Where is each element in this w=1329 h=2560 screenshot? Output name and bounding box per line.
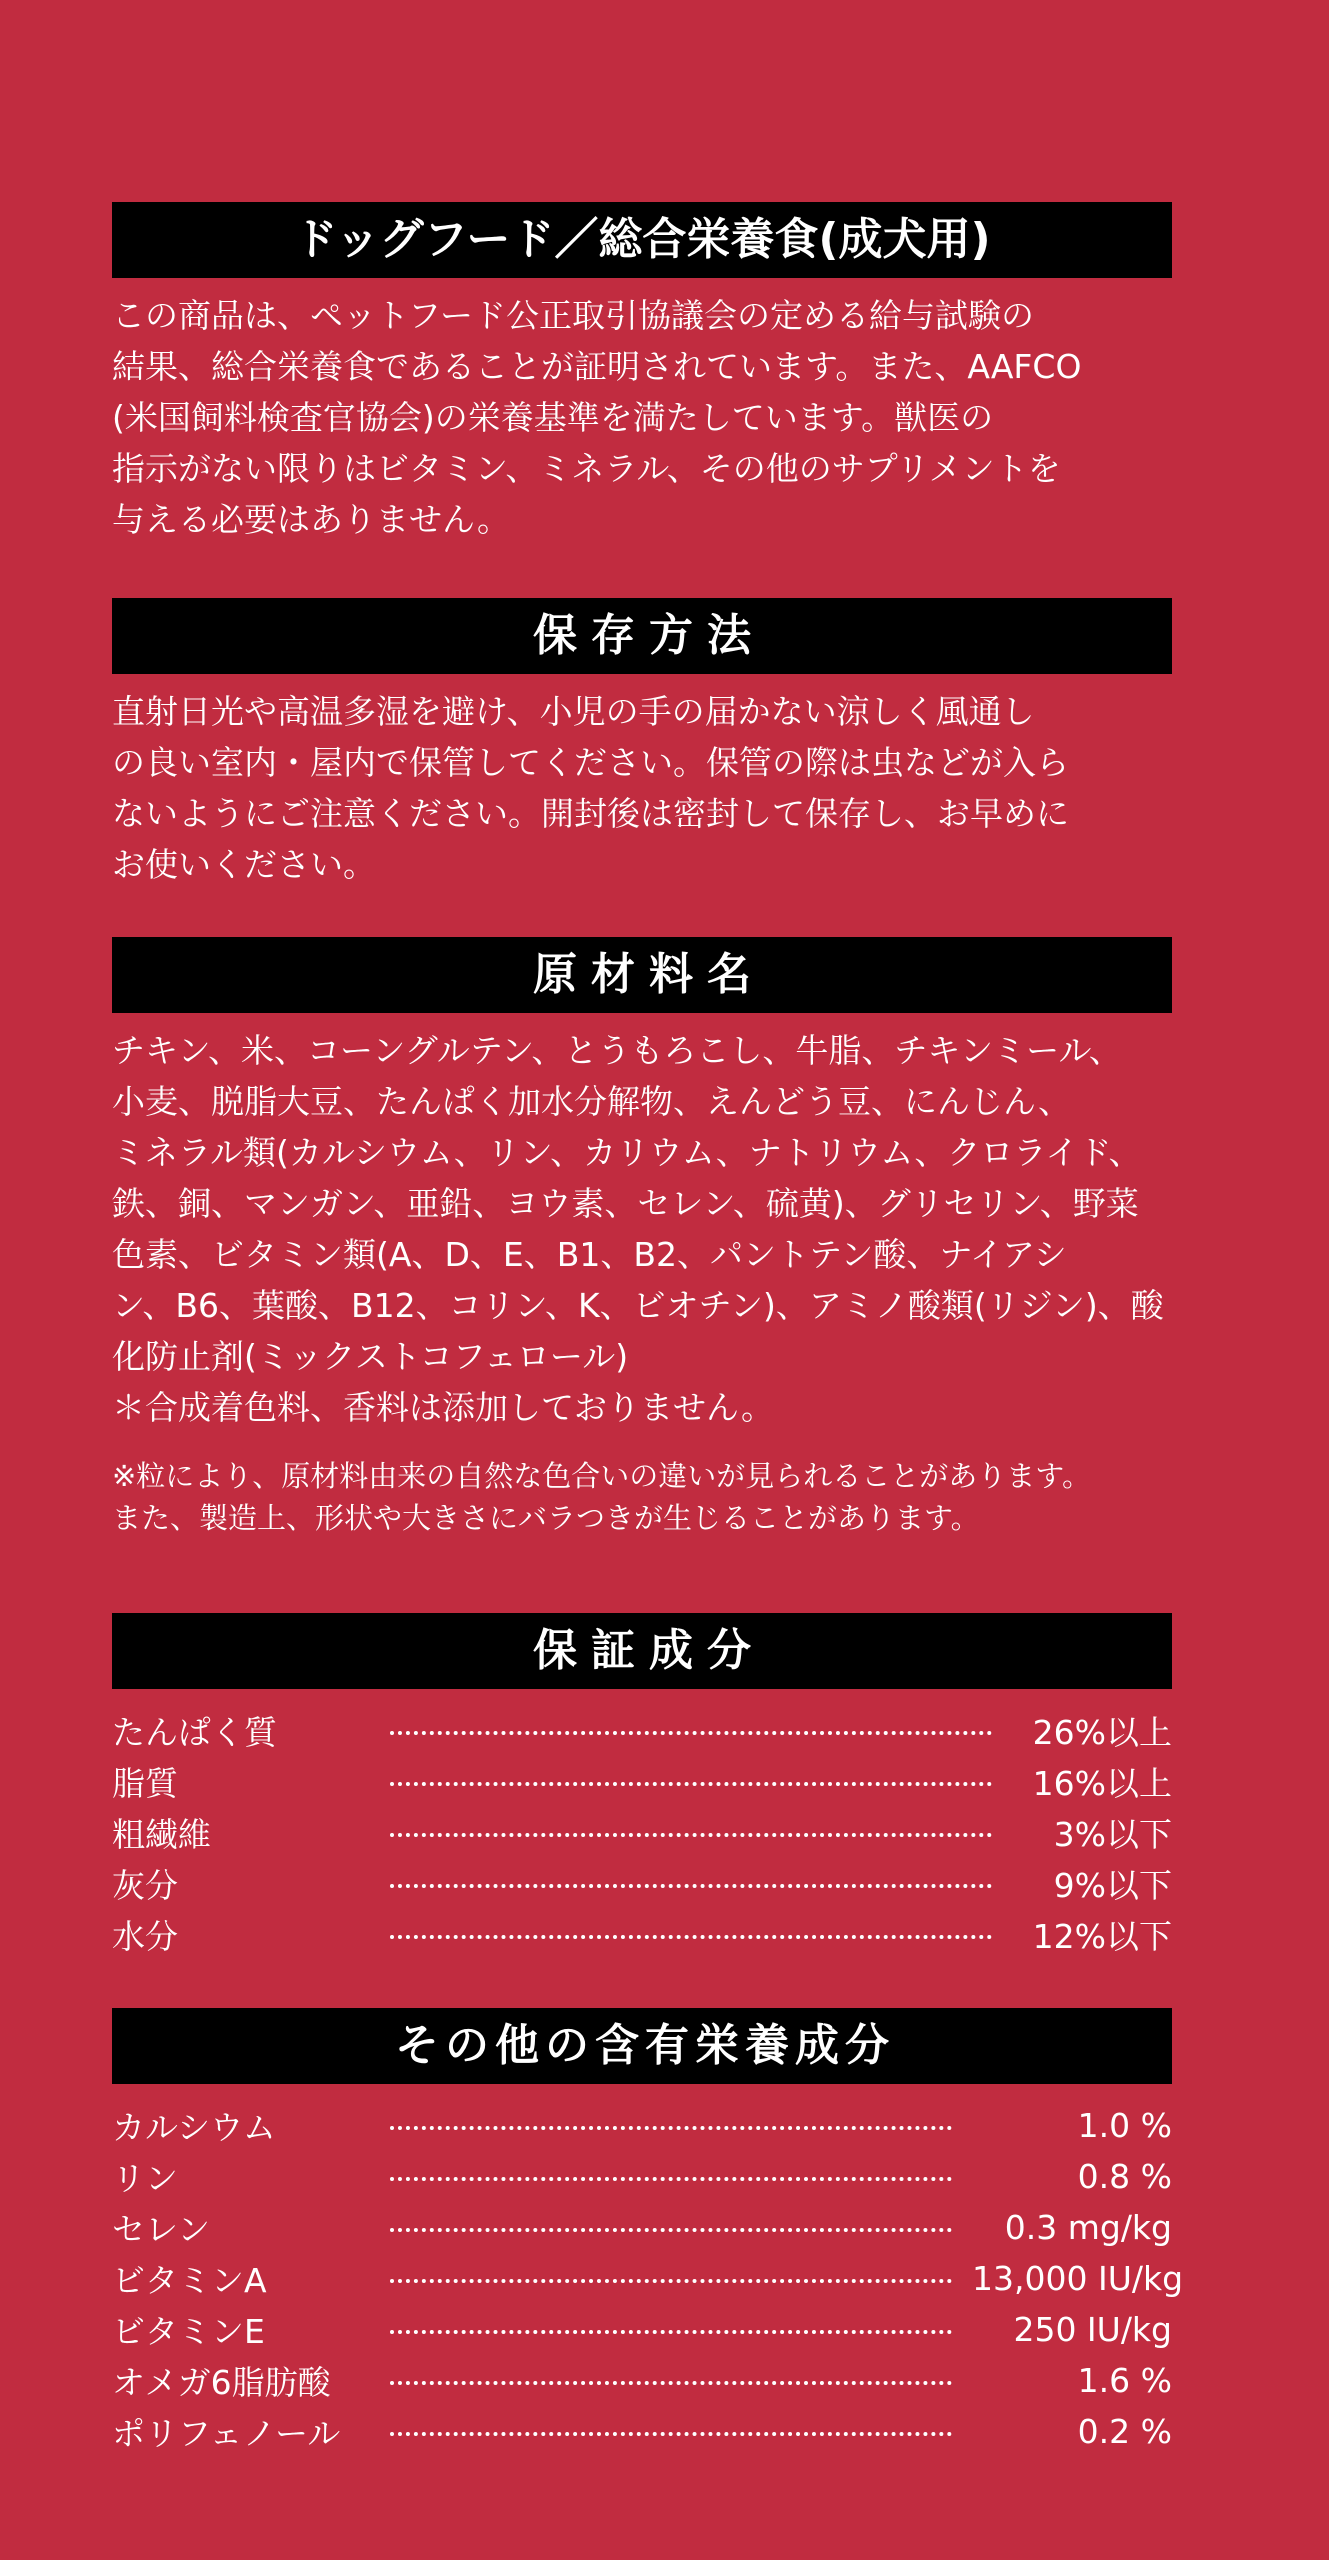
- nutrient-label: ポリフェノール: [112, 2414, 341, 2453]
- dot-leader: [390, 2177, 952, 2181]
- nutrient-value: 1.6 %: [1077, 2361, 1172, 2400]
- dot-leader: [390, 1935, 992, 1939]
- nutrient-label: オメガ6脂肪酸: [112, 2363, 331, 2402]
- nutrient-value: 0.2 %: [1077, 2412, 1172, 2451]
- table-row: [112, 2355, 1172, 2406]
- note-line: ※粒により、原材料由来の自然な色合いの違いが見られることがあります。: [112, 1459, 1091, 1493]
- guaranteed-table: [112, 1705, 1172, 1960]
- table-row: [112, 1909, 1172, 1960]
- text-line: 指示がない限りはビタミン、ミネラル、その他のサプリメントを: [112, 449, 1061, 488]
- nutrient-value: 13,000 IU/kg: [972, 2259, 1184, 2298]
- nutrient-label: たんぱく質: [112, 1713, 277, 1752]
- storage-header: 保存方法: [112, 598, 1172, 674]
- text-line: ないようにご注意ください。開封後は密封して保存し、お早めに: [112, 794, 1069, 833]
- nutrient-label: 水分: [112, 1917, 178, 1956]
- text-line: 結果、総合栄養食であることが証明されています。また、AAFCO: [112, 347, 1082, 386]
- nutrient-label: リン: [112, 2159, 178, 2198]
- table-row: [112, 2100, 1172, 2151]
- nutrient-value: 26%以上: [1032, 1713, 1172, 1752]
- nutrient-value: 0.8 %: [1077, 2157, 1172, 2196]
- nutrient-label: 灰分: [112, 1866, 178, 1905]
- nutrient-label: 脂質: [112, 1764, 178, 1803]
- table-row: [112, 2406, 1172, 2457]
- nutrient-label: ビタミンE: [112, 2312, 265, 2351]
- text-line: チキン、米、コーングルテン、とうもろこし、牛脂、チキンミール、: [112, 1031, 1122, 1070]
- table-row: [112, 1705, 1172, 1756]
- text-line: 与える必要はありません。: [112, 500, 510, 539]
- other-nutrients-header: その他の含有栄養成分: [112, 2008, 1172, 2084]
- storage-section: [112, 598, 1172, 890]
- dot-leader: [390, 1782, 992, 1786]
- table-row: [112, 1858, 1172, 1909]
- text-line: 化防止剤(ミックストコフェロール): [112, 1337, 629, 1376]
- dot-leader: [390, 2432, 952, 2436]
- text-line: ミネラル類(カルシウム、リン、カリウム、ナトリウム、クロライド、: [112, 1133, 1142, 1172]
- table-row: [112, 2304, 1172, 2355]
- ingredients-section: [112, 937, 1172, 1539]
- text-line: この商品は、ペットフード公正取引協議会の定める給与試験の: [112, 296, 1035, 335]
- dogfood-header: ドッグフード／総合栄養食(成犬用): [112, 202, 1172, 278]
- note-line: また、製造上、形状や大きさにバラつきが生じることがあります。: [112, 1501, 980, 1535]
- guaranteed-section: [112, 1613, 1172, 1960]
- nutrient-label: セレン: [112, 2210, 211, 2249]
- other-nutrients-table: [112, 2100, 1184, 2457]
- table-row: [112, 2151, 1172, 2202]
- table-row: [112, 1756, 1172, 1807]
- nutrient-value: 250 IU/kg: [1013, 2310, 1172, 2349]
- dogfood-section: [112, 202, 1172, 545]
- dot-leader: [390, 2228, 952, 2232]
- nutrient-label: カルシウム: [112, 2108, 276, 2147]
- dogfood-description: [112, 290, 1172, 545]
- dot-leader: [390, 2279, 952, 2283]
- dot-leader: [390, 1884, 992, 1888]
- text-line: の良い室内・屋内で保管してください。保管の際は虫などが入ら: [112, 743, 1069, 782]
- nutrient-label: 粗繊維: [112, 1815, 211, 1854]
- text-line: 小麦、脱脂大豆、たんぱく加水分解物、えんどう豆、にんじん、: [112, 1082, 1071, 1121]
- guaranteed-header: 保証成分: [112, 1613, 1172, 1689]
- text-line: ン、B6、葉酸、B12、コリン、K、ビオチン)、アミノ酸類(リジン)、酸: [112, 1286, 1164, 1325]
- table-row: [112, 1807, 1172, 1858]
- nutrient-value: 1.0 %: [1077, 2106, 1172, 2145]
- table-row: [112, 2253, 1184, 2304]
- text-line: ＊合成着色料、香料は添加しておりません。: [112, 1388, 774, 1427]
- text-line: 鉄、銅、マンガン、亜鉛、ヨウ素、セレン、硫黄)、グリセリン、野菜: [112, 1184, 1139, 1223]
- dot-leader: [390, 2381, 952, 2385]
- text-line: (米国飼料検査官協会)の栄養基準を満たしています。獣医の: [112, 398, 994, 437]
- other-nutrients-section: [112, 2008, 1184, 2457]
- dot-leader: [390, 2330, 952, 2334]
- table-row: [112, 2202, 1172, 2253]
- nutrient-value: 9%以下: [1053, 1866, 1172, 1905]
- nutrient-label: ビタミンA: [112, 2261, 267, 2300]
- dot-leader: [390, 1731, 992, 1735]
- text-line: お使いください。: [112, 845, 376, 884]
- text-line: 直射日光や高温多湿を避け、小児の手の届かない涼しく風通し: [112, 692, 1035, 731]
- text-line: 色素、ビタミン類(A、D、E、B1、B2、パントテン酸、ナイアシ: [112, 1235, 1067, 1274]
- nutrient-value: 3%以下: [1053, 1815, 1172, 1854]
- ingredients-list: [112, 1025, 1172, 1433]
- ingredients-header: 原材料名: [112, 937, 1172, 1013]
- nutrient-value: 0.3 mg/kg: [1004, 2208, 1172, 2247]
- storage-description: [112, 686, 1172, 890]
- ingredients-note: [112, 1455, 1172, 1539]
- nutrient-value: 12%以下: [1032, 1917, 1172, 1956]
- nutrient-value: 16%以上: [1032, 1764, 1172, 1803]
- dot-leader: [390, 1833, 992, 1837]
- dot-leader: [390, 2126, 952, 2130]
